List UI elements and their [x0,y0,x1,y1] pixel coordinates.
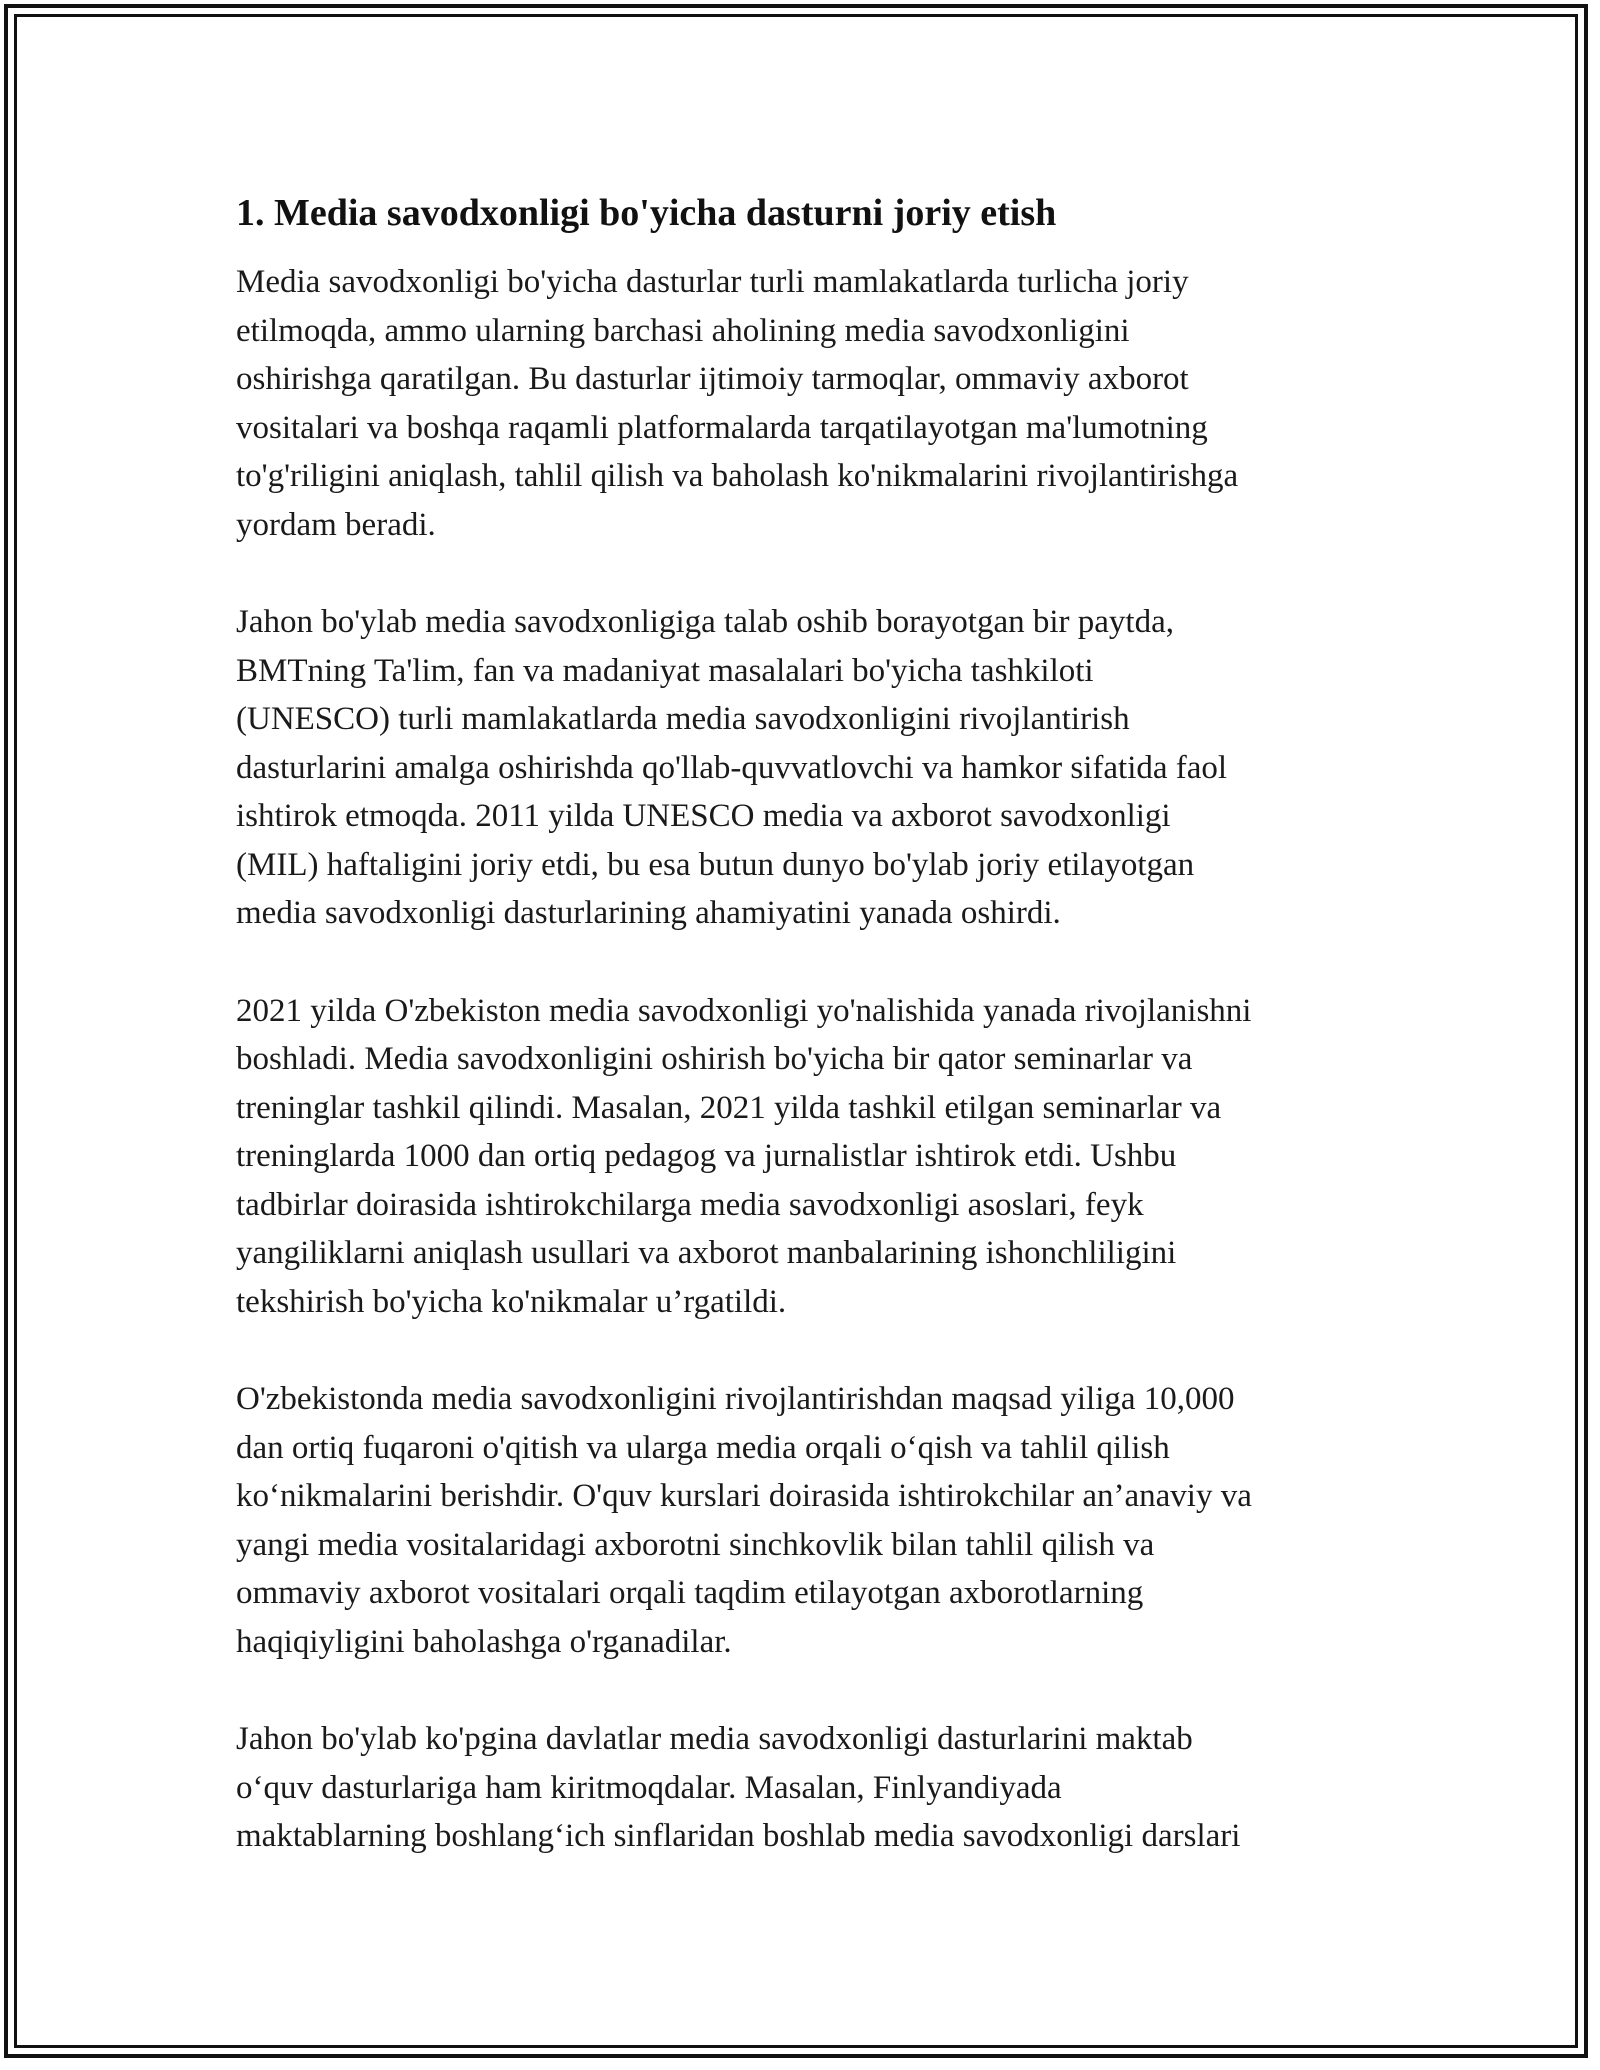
text-line: treninglarda 1000 dan ortiq pedagog va jurnalistlar ishtirok etdi. Ushbu [236,1138,1177,1174]
text-line: dan ortiq fuqaroni o'qitish va ularga media orqali o‘qish va tahlil qilish [236,1429,1170,1466]
section-heading: 1. Media savodxonligi bo'yicha dasturni joriy etish [236,192,1057,234]
text-line: boshladi. Media savodxonligini oshirish bo'yicha bir qator seminarlar va [236,1041,1193,1077]
paragraph-2 [236,598,1376,938]
text-line: to'g'riligini aniqlash, tahlil qilish va baholash ko'nikmalarini rivojlantirishga [236,458,1239,494]
text-line: media savodxonligi dasturlarining ahamiyatini yanada oshirdi. [236,895,1061,931]
text-line: oshirishga qaratilgan. Bu dasturlar ijtimoiy tarmoqlar, ommaviy axborot [236,361,1189,397]
text-line: yangiliklarni aniqlash usullari va axborot manbalarining ishonchliligini [236,1235,1177,1271]
text-line: ko‘nikmalarini berishdir. O'quv kurslari doirasida ishtirokchilar an’anaviy va [236,1478,1252,1514]
text-line: yangi media vositalaridagi axborotni sinchkovlik bilan tahlil qilish va [236,1526,1155,1563]
paragraph-3 [236,987,1376,1327]
text-line: tekshirish bo'yicha ko'nikmalar u’rgatildi. [236,1283,787,1320]
text-line: o‘quv dasturlariga ham kiritmoqdalar. Masalan, Finlyandiyada [236,1769,1062,1806]
text-line: ommaviy axborot vositalari orqali taqdim etilayotgan axborotlarning [236,1575,1144,1611]
text-line: dasturlarini amalga oshirishda qo'llab-quvvatlovchi va hamkor sifatida faol [236,749,1228,786]
text-line: (UNESCO) turli mamlakatlarda media savodxonligini rivojlantirish [236,701,1130,737]
paragraph-1 [236,258,1376,549]
text-line: treninglar tashkil qilindi. Masalan, 2021 yilda tashkil etilgan seminarlar va [236,1089,1222,1126]
text-line: maktablarning boshlang‘ich sinflaridan boshlab media savodxonligi darslari [236,1818,1241,1854]
text-line: vositalari va boshqa raqamli platformalarda tarqatilayotgan ma'lumotning [236,409,1208,446]
text-line: (MIL) haftaligini joriy etdi, bu esa butun dunyo bo'ylab joriy etilayotgan [236,846,1195,883]
text-line: Jahon bo'ylab ko'pgina davlatlar media savodxonligi dasturlarini maktab [236,1721,1193,1757]
text-line: BMTning Ta'lim, fan va madaniyat masalalari bo'yicha tashkiloti [236,652,1094,689]
text-line: etilmoqda, ammo ularning barchasi aholining media savodxonligini [236,312,1130,349]
text-line: ishtirok etmoqda. 2011 yilda UNESCO media va axborot savodxonligi [236,798,1171,834]
text-line: Jahon bo'ylab media savodxonligiga talab oshib borayotgan bir paytda, [236,604,1174,640]
text-line: 2021 yilda O'zbekiston media savodxonligi yo'nalishida yanada rivojlanishni [236,992,1252,1029]
document-body [236,188,1376,1910]
text-line: Media savodxonligi bo'yicha dasturlar turli mamlakatlarda turlicha joriy [236,264,1189,300]
paragraph-5 [236,1715,1376,1861]
text-line: tadbirlar doirasida ishtirokchilarga media savodxonligi asoslari, feyk [236,1186,1144,1223]
text-line: O'zbekistonda media savodxonligini rivojlantirishdan maqsad yiliga 10,000 [236,1381,1235,1417]
text-line: haqiqiyligini baholashga o'rganadilar. [236,1623,732,1660]
text-line: yordam beradi. [236,506,436,543]
paragraph-4 [236,1375,1376,1666]
